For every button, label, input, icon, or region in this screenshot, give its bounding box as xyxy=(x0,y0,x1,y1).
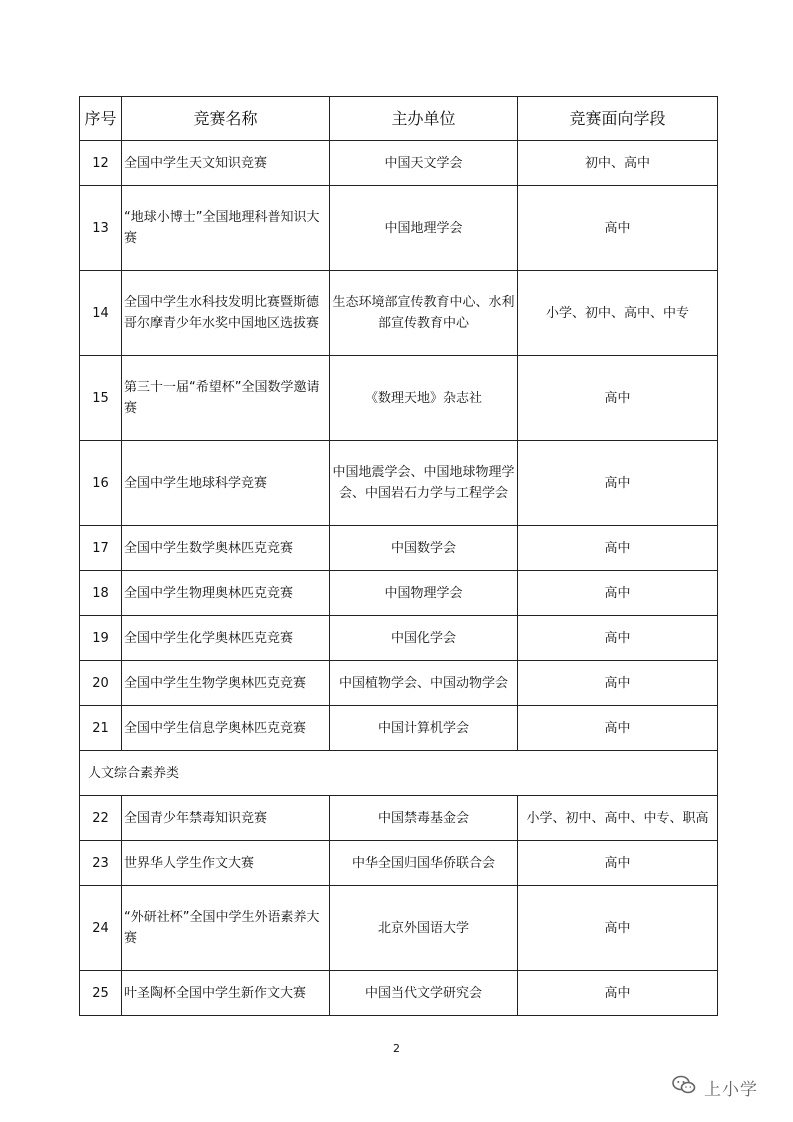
school-level: 高中 xyxy=(518,186,718,271)
competition-name: 全国青少年禁毒知识竞赛 xyxy=(122,796,330,841)
school-level: 小学、初中、高中、中专、职高 xyxy=(518,796,718,841)
competition-name: 全国中学生物理奥林匹克竞赛 xyxy=(122,571,330,616)
wechat-icon xyxy=(672,1075,696,1099)
row-number: 20 xyxy=(80,661,122,706)
competition-name: “外研社杯”全国中学生外语素养大赛 xyxy=(122,886,330,971)
row-number: 25 xyxy=(80,971,122,1016)
school-level: 高中 xyxy=(518,971,718,1016)
row-number: 12 xyxy=(80,141,122,186)
competition-name: 全国中学生数学奥林匹克竞赛 xyxy=(122,526,330,571)
row-number: 22 xyxy=(80,796,122,841)
organizer: 生态环境部宣传教育中心、水利部宣传教育中心 xyxy=(330,271,518,356)
row-number: 19 xyxy=(80,616,122,661)
header-organizer: 主办单位 xyxy=(330,97,518,141)
school-level: 高中 xyxy=(518,571,718,616)
table-row xyxy=(80,841,718,886)
table-row xyxy=(80,356,718,441)
organizer: 中国天文学会 xyxy=(330,141,518,186)
section-row xyxy=(80,751,718,796)
table-row xyxy=(80,706,718,751)
organizer: 中国植物学会、中国动物学会 xyxy=(330,661,518,706)
row-number: 14 xyxy=(80,271,122,356)
organizer: 中国地理学会 xyxy=(330,186,518,271)
table-row xyxy=(80,441,718,526)
section-title: 人文综合素养类 xyxy=(80,751,718,796)
header-name: 竞赛名称 xyxy=(122,97,330,141)
row-number: 21 xyxy=(80,706,122,751)
table-row xyxy=(80,616,718,661)
school-level: 高中 xyxy=(518,886,718,971)
page-number: 2 xyxy=(393,1042,400,1055)
competition-name: 世界华人学生作文大赛 xyxy=(122,841,330,886)
school-level: 初中、高中 xyxy=(518,141,718,186)
row-number: 24 xyxy=(80,886,122,971)
row-number: 18 xyxy=(80,571,122,616)
organizer: 北京外国语大学 xyxy=(330,886,518,971)
school-level: 高中 xyxy=(518,706,718,751)
school-level: 高中 xyxy=(518,526,718,571)
competition-name: 全国中学生天文知识竞赛 xyxy=(122,141,330,186)
table-row xyxy=(80,141,718,186)
row-number: 17 xyxy=(80,526,122,571)
table-row xyxy=(80,526,718,571)
organizer: 中国地震学会、中国地球物理学会、中国岩石力学与工程学会 xyxy=(330,441,518,526)
competition-table xyxy=(79,96,718,1016)
school-level: 高中 xyxy=(518,441,718,526)
row-number: 13 xyxy=(80,186,122,271)
competition-name: 全国中学生生物学奥林匹克竞赛 xyxy=(122,661,330,706)
row-number: 15 xyxy=(80,356,122,441)
competition-name: 全国中学生水科技发明比赛暨斯德哥尔摩青少年水奖中国地区选拔赛 xyxy=(122,271,330,356)
competition-name: “地球小博士”全国地理科普知识大赛 xyxy=(122,186,330,271)
competition-name: 第三十一届“希望杯”全国数学邀请赛 xyxy=(122,356,330,441)
competition-table-container xyxy=(79,96,717,1016)
organizer: 《数理天地》杂志社 xyxy=(330,356,518,441)
table-row xyxy=(80,571,718,616)
school-level: 小学、初中、高中、中专 xyxy=(518,271,718,356)
organizer: 中国计算机学会 xyxy=(330,706,518,751)
table-row xyxy=(80,886,718,971)
organizer: 中国化学会 xyxy=(330,616,518,661)
school-level: 高中 xyxy=(518,356,718,441)
table-row xyxy=(80,271,718,356)
row-number: 16 xyxy=(80,441,122,526)
row-number: 23 xyxy=(80,841,122,886)
school-level: 高中 xyxy=(518,661,718,706)
watermark-label: 上小学 xyxy=(704,1079,758,1100)
competition-name: 全国中学生化学奥林匹克竞赛 xyxy=(122,616,330,661)
organizer: 中华全国归国华侨联合会 xyxy=(330,841,518,886)
table-row xyxy=(80,186,718,271)
wechat-watermark xyxy=(672,1072,758,1102)
table-header-row xyxy=(80,97,718,141)
competition-name: 全国中学生地球科学竞赛 xyxy=(122,441,330,526)
competition-name: 叶圣陶杯全国中学生新作文大赛 xyxy=(122,971,330,1016)
organizer: 中国数学会 xyxy=(330,526,518,571)
table-row xyxy=(80,661,718,706)
organizer: 中国禁毒基金会 xyxy=(330,796,518,841)
school-level: 高中 xyxy=(518,841,718,886)
table-row xyxy=(80,796,718,841)
competition-name: 全国中学生信息学奥林匹克竞赛 xyxy=(122,706,330,751)
school-level: 高中 xyxy=(518,616,718,661)
organizer: 中国当代文学研究会 xyxy=(330,971,518,1016)
header-index: 序号 xyxy=(80,97,122,141)
header-level: 竞赛面向学段 xyxy=(518,97,718,141)
organizer: 中国物理学会 xyxy=(330,571,518,616)
table-row xyxy=(80,971,718,1016)
